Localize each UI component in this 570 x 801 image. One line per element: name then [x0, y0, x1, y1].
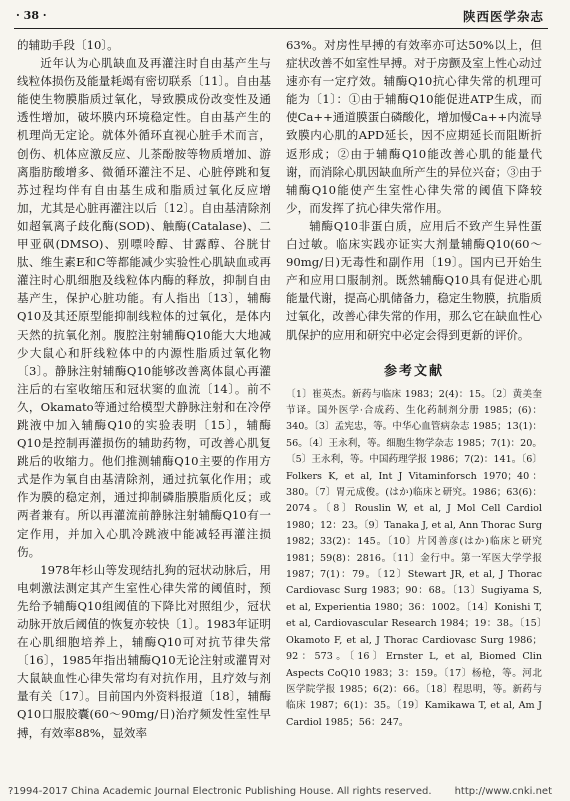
- paragraph: 1978年杉山等发现结扎狗的冠状动脉后，用电刺激法测定其产生室性心律失常的阈值时，预先给予辅酶Q10组阈值的下降比对照组少，冠状动脉开放后阈值的恢复亦较快〔1〕。1983年证明在心肌细胞培养上，辅酶Q10可对抗节律失常〔16〕，1985年指出辅酶Q10无论注射或灌胃对大鼠缺血性心律失常均有对抗作用，且疗效与剂量有关〔17〕。目前国内外资料报道〔18〕，辅酶Q10口服胶囊(60～90mg/日)治疗频发性室性早搏，有效率88%，显效率: [17, 562, 271, 740]
- paragraph: 近年认为心肌缺血及再灌注时自由基产生与线粒体损伤及能量耗竭有密切联系〔11〕。自由基能使生物膜脂质过氧化，导致膜成份改变性及通透性增加，破坏膜内环境稳定性。自由基产生的机理尚无定论。就体外循环直视心脏手术而言，创伤、机体应激反应、儿茶酚胺等物质增加、游离脂肪酸增多、微循环灌注不足、心脏停跳和复苏过程均伴有自由基生成和脂质过氧化反应增加，尤其是心脏再灌注以后〔12〕。自由基清除剂如超氧离子歧化酶(SOD)、触酶(Catalase)、二甲亚砜(DMSO)、别嘌呤醇、甘露醇、谷胱甘肽、维生素E和C等都能减少实验性心肌缺血或再灌注时心肌细胞及线粒体内酶的释放，抑制自由基产生，保护心脏功能。有人指出〔13〕，辅酶Q10及其还原型能抑制线粒体的过氧化，是体内天然的抗氧化剂。腹腔注射辅酶Q10能大大地减少大鼠心和肝线粒体中的内源性脂质过氧化物〔3〕。静脉注射辅酶Q10能够改善离体鼠心再灌注后的右室收缩压和冠状窦的血流〔14〕。前不久，Okamato等通过给模型犬静脉注射和在冷停跳液中加入辅酶Q10的实验表明〔15〕，辅酶Q10是控制再灌损伤的辅助药物，可改善心肌复跳后的收缩力。他们推测辅酶Q10主要的作用方式是作为氧自由基清除剂，通过抗氧化作用；或作为膜的稳定剂，通过抑制磷脂膜脂质化反；或两者兼有。所以再灌流前静脉注射辅酶Q10有一定作用，并加入心肌冷跳液中能减轻再灌注损伤。: [17, 56, 271, 559]
- references-heading: 参考文献: [383, 363, 444, 379]
- copyright-footer: ?1994-2017 China Academic Journal Electronic Publishing House. All rights reserved.: [8, 786, 432, 797]
- right-column: [286, 36, 542, 731]
- paragraph: 63%。对房性早搏的有效率亦可达50%以上，但症状改善不如室性早搏。对于房颤及室上性心动过速亦有一定疗效。辅酶Q10抗心律失常的机理可能为〔1〕：①由于辅酶Q10能促进ATP生成，而使Ca++通道膜蛋白磷酸化，增加慢Ca++内流导致膜内心肌的APD延长，因不应期延长而阻断折返形成；②由于辅酶Q10能改善心肌的能量代谢，而消除心肌因缺血所产生的异位兴奋；③由于辅酶Q10能使产生室性心律失常的阈值下降较少，而发挥了抗心律失常作用。: [286, 38, 542, 215]
- paragraph: 的辅助手段〔10〕。: [17, 38, 119, 52]
- left-column: [17, 36, 271, 742]
- header-rule: [14, 28, 548, 29]
- site-footer: http://www.cnki.net: [454, 786, 552, 797]
- journal-title: 陕西医学杂志: [462, 9, 544, 24]
- paragraph: 辅酶Q10非蛋白质，应用后不致产生异性蛋白过敏。临床实践亦证实大剂量辅酶Q10(60～90mg/日)无毒性和副作用〔19〕。国内已开始生产和应用口服制剂。既然辅酶Q10具有促进心肌能量代谢，提高心肌储备力，稳定生物膜，抗脂质过氧化，改善心律失常的作用，那么它在缺血性心肌保护的应用和研究中必定会得到更新的评价。: [286, 218, 542, 342]
- page-number: · 38 ·: [16, 9, 47, 22]
- references-list: 〔1〕崔英杰。新药与临床 1983；2(4)：15。〔2〕黄美奎节译。国外医学·合成药、生化药制剂分册 1985；(6)：340。〔3〕孟宪忠，等。中华心血管病杂志 1985；13(1)：56。〔4〕王永利，等。细胞生物学杂志 1985；7(1)：20。〔5〕王永利，等。中国药理学报 1986；7(2)：141。〔6〕Folkers K, et al, Int J Vitaminforsch 1970；40：380。〔7〕胃元成俊。(はか)临床と研究。1986；63(6)：2074。〔8〕Rouslin W, et al, J Mol Cell Cardiol 1980；12：23。〔9〕Tanaka J, et al, Ann Thorac Surg 1982；33(2)：145。〔10〕片冈善彦(はか)临床と研究 1981；59(8)：2816。〔11〕金行中。第一军医大学学报 1987；7(1)：79。〔12〕Stewart JR, et al, J Thorac Cardiovasc Surg 1983；90：68。〔13〕Sugiyama S, et al, Experientia 1980；36：1002。〔14〕Konishi T, et al, Cardiovascular Research 1984；19：38。〔15〕Okamoto F, et al, J Thorac Cardiovasc Surg 1986；92：573。〔16〕Ernster L, et al, Biomed Clin Aspects CoQ10 1983；3：159。〔17〕杨枪，等。河北医学院学报 1985；6(2)：66。〔18〕程思明，等。新药与临床 1987；6(1)：35。〔19〕Kamikawa T, et al, Am J Cardiol 1985；56：247。: [286, 388, 542, 728]
